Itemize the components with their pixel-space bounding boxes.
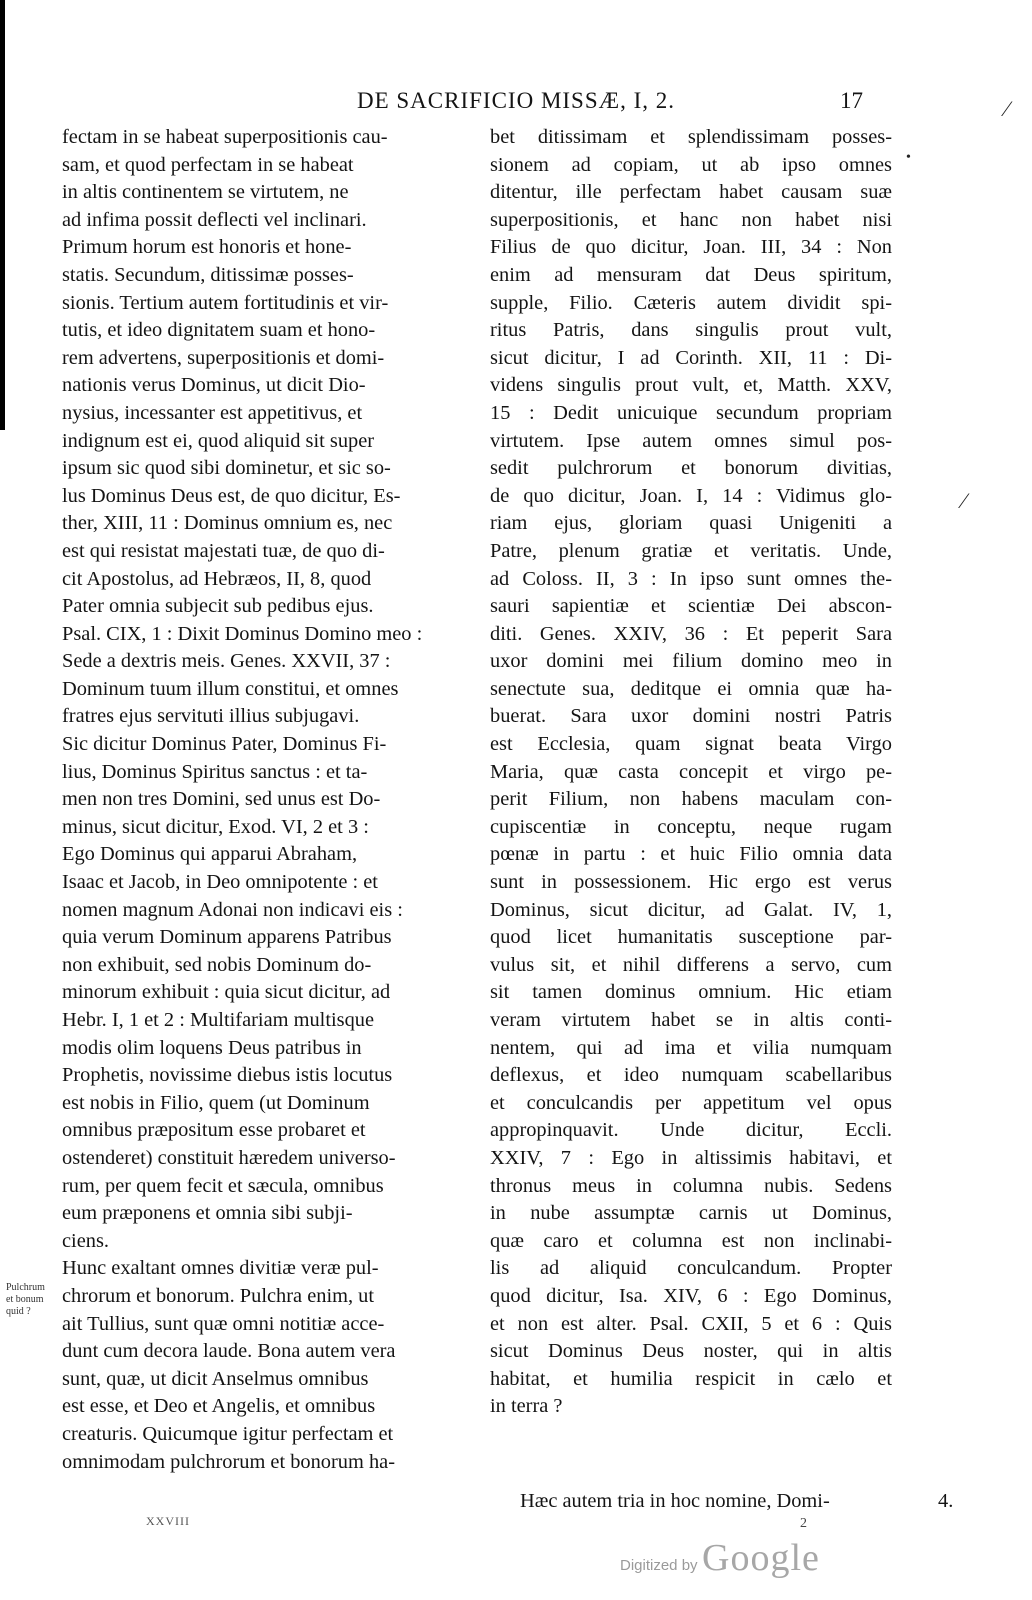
text-line: enim ad mensuram dat Deus spiritum, xyxy=(490,263,892,286)
text-line: indignum est ei, quod aliquid sit super xyxy=(62,429,375,452)
text-line: sunt in possessionem. Hic ergo est verus xyxy=(490,871,892,894)
text-line: cupiscentiæ in conceptu, neque rugam xyxy=(490,815,892,838)
text-line: non exhibuit, sed nobis Dominum do- xyxy=(62,953,372,976)
text-line: est qui resistat majestati tuæ, de quo di- xyxy=(62,539,385,562)
text-line: diti. Genes. XXIV, 36 : Et peperit Sara xyxy=(490,622,892,645)
text-line: ditentur, ille perfectam habet causam suæ xyxy=(490,181,892,204)
text-line: thronus meus in columna nubis. Sedens xyxy=(490,1174,892,1197)
text-line: Pater omnia subjecit sub pedibus ejus. xyxy=(62,595,374,618)
text-line: Dominum tuum illum constitui, et omnes xyxy=(62,677,399,700)
text-line: senectute sua, deditque ei omnia quæ ha- xyxy=(490,677,892,700)
text-line: quod licet humanitatis susceptione par- xyxy=(490,926,892,949)
text-line: in altis continentem se virtutem, ne xyxy=(62,181,349,204)
text-line: et non est alter. Psal. CXII, 5 et 6 : Quis xyxy=(490,1312,892,1335)
printer-signature: XXVIII xyxy=(146,1514,190,1528)
footer-number: 2 xyxy=(800,1516,807,1531)
text-line: Filius de quo dicitur, Joan. III, 34 : Non xyxy=(490,236,892,259)
text-line: ciens. xyxy=(62,1229,109,1252)
text-line: quod dicitur, Isa. XIV, 6 : Ego Dominus, xyxy=(490,1284,892,1307)
text-line: omnibus præpositum esse probaret et xyxy=(62,1119,366,1142)
left-column xyxy=(62,124,462,1476)
text-line: Dominus, sicut dicitur, ad Galat. IV, 1, xyxy=(490,898,892,921)
text-line: appropinquavit. Unde dicitur, Eccli. xyxy=(490,1119,892,1142)
text-line: sit tamen dominus omnium. Hic etiam xyxy=(490,981,892,1004)
text-line: sicut Dominus Deus noster, qui in altis xyxy=(490,1340,892,1363)
text-line: in terra ? xyxy=(490,1395,563,1418)
page-edge-shadow xyxy=(0,0,5,430)
text-line: sicut dicitur, I ad Corinth. XII, 11 : Di- xyxy=(490,346,892,369)
paragraph-4-number: 4. xyxy=(938,1490,954,1512)
text-line: eum præponens et omnia sibi subji- xyxy=(62,1202,353,1225)
text-line: ad infima possit deflecti vel inclinari. xyxy=(62,208,367,231)
text-line: chrorum et bonorum. Pulchra enim, ut xyxy=(62,1284,375,1307)
text-line: Patre, plenum gratiæ et veritatis. Unde, xyxy=(490,539,892,562)
paragraph-4-opening: Hæc autem tria in hoc nomine, Domi- xyxy=(520,1490,830,1512)
text-line: est nobis in Filio, quem (ut Dominum xyxy=(62,1091,370,1114)
text-line: sunt, quæ, ut dicit Anselmus omnibus xyxy=(62,1367,369,1390)
text-line: bet ditissimam et splendissimam posses- xyxy=(490,126,892,148)
text-line: lis ad aliquid conculcandum. Propter xyxy=(490,1257,892,1280)
page-number: 17 xyxy=(840,88,863,113)
right-column xyxy=(490,124,892,1421)
text-line: Hebr. I, 1 et 2 : Multifariam multisque xyxy=(62,1009,375,1031)
text-line: de quo dicitur, Joan. I, 14 : Vidimus glo- xyxy=(490,484,892,507)
text-line: sionis. Tertium autem fortitudinis et vir- xyxy=(62,291,389,314)
text-line: in nube assumptæ carnis ut Dominus, xyxy=(490,1202,892,1225)
text-line: virtutem. Ipse autem omnes simul pos- xyxy=(490,429,892,452)
text-line: quia verum Dominum apparens Patribus xyxy=(62,926,392,949)
marginal-note-line: quid ? xyxy=(6,1306,31,1317)
text-line: Maria, quæ casta concepit et virgo pe- xyxy=(490,760,892,783)
text-line: XXIV, 7 : Ego in altissimis habitavi, et xyxy=(490,1146,892,1169)
text-line: sionem ad copiam, ut ab ipso omnes xyxy=(490,153,892,176)
text-line: videns singulis prout vult, et, Matth. XXV, xyxy=(490,374,892,397)
text-line: ther, XIII, 11 : Dominus omnium es, nec xyxy=(62,512,393,535)
text-line: tutis, et ideo dignitatem suam et hono- xyxy=(62,319,376,342)
text-line: ad Coloss. II, 3 : In ipso sunt omnes the- xyxy=(490,567,892,590)
google-logo: Google xyxy=(702,1537,820,1579)
text-line: creaturis. Quicumque igitur perfectam et xyxy=(62,1422,394,1445)
margin-dot-icon: • xyxy=(906,150,911,165)
text-line: cit Apostolus, ad Hebræos, II, 8, quod xyxy=(62,567,372,590)
text-line: ait Tullius, sunt quæ omni notitiæ acce- xyxy=(62,1312,385,1335)
text-line: dunt cum decora laude. Bona autem vera xyxy=(62,1340,396,1363)
text-line: superpositionis, et hanc non habet nisi xyxy=(490,208,892,231)
text-line: et conculcandis per appetitum vel opus xyxy=(490,1091,892,1114)
marginal-note-line: et bonum xyxy=(6,1294,44,1305)
text-line: fectam in se habeat superpositionis cau- xyxy=(62,126,388,148)
text-line: est esse, et Deo et Angelis, et omnibus xyxy=(62,1395,376,1418)
text-line: buerat. Sara uxor domini nostri Patris xyxy=(490,705,892,728)
margin-mark-icon: ⁄ xyxy=(1005,96,1009,121)
text-line: sam, et quod perfectam in se habeat xyxy=(62,153,354,176)
text-line: lus Dominus Deus est, de quo dicitur, Es- xyxy=(62,484,401,507)
text-line: Prophetis, novissime diebus istis locutus xyxy=(62,1064,393,1087)
text-line: Hunc exaltant omnes divitiæ veræ pul- xyxy=(62,1257,379,1280)
text-line: perit Filium, non habens maculam con- xyxy=(490,788,892,811)
text-line: est Ecclesia, quam signat beata Virgo xyxy=(490,733,892,756)
text-line: fratres ejus servituti illius subjugavi. xyxy=(62,705,360,728)
text-line: deflexus, et ideo numquam scabellaribus xyxy=(490,1064,892,1087)
text-line: nomen magnum Adonai non indicavi eis : xyxy=(62,898,403,921)
marginal-note-line: Pulchrum xyxy=(6,1282,45,1293)
text-line: minus, sicut dicitur, Exod. VI, 2 et 3 : xyxy=(62,815,369,838)
page-header xyxy=(0,88,1032,120)
text-line: minorum exhibuit : quia sicut dicitur, ad xyxy=(62,981,391,1004)
text-line: nysius, incessanter est appetitivus, et xyxy=(62,401,363,424)
text-line: ipsum sic quod sibi dominetur, et sic so- xyxy=(62,457,391,480)
text-line: nentem, qui ad ima et vilia numquam xyxy=(490,1036,892,1059)
running-head: DE SACRIFICIO MISSÆ, I, 2. xyxy=(356,88,675,113)
text-line: nationis verus Dominus, ut dicit Dio- xyxy=(62,374,366,397)
marginal-note xyxy=(6,1282,66,1318)
text-line: habitat, et humilia respicit in cælo et xyxy=(490,1367,892,1390)
text-line: quæ caro et columna est non inclinabi- xyxy=(490,1229,892,1252)
text-line: uxor domini mei filium domino meo in xyxy=(490,650,892,673)
digitized-watermark xyxy=(620,1536,820,1580)
text-line: 15 : Dedit unicuique secundum propriam xyxy=(490,401,892,424)
text-line: Ego Dominus qui apparui Abraham, xyxy=(62,843,358,866)
text-line: supple, Filio. Cæteris autem dividit spi- xyxy=(490,291,892,314)
text-line: sedit pulchrorum et bonorum divitias, xyxy=(490,457,892,480)
margin-stroke-icon: ⁄ xyxy=(962,488,966,513)
text-line: Primum horum est honoris et hone- xyxy=(62,236,352,259)
text-line: omnimodam pulchrorum et bonorum ha- xyxy=(62,1450,395,1473)
text-line: Isaac et Jacob, in Deo omnipotente : et xyxy=(62,871,378,894)
text-line: rem advertens, superpositionis et domi- xyxy=(62,346,385,369)
text-line: men non tres Domini, sed unus est Do- xyxy=(62,788,381,811)
text-line: lius, Dominus Spiritus sanctus : et ta- xyxy=(62,760,368,783)
text-line: Psal. CIX, 1 : Dixit Dominus Domino meo : xyxy=(62,622,423,645)
text-line: veram virtutem habet se in altis conti- xyxy=(490,1009,892,1031)
text-line: sauri sapientiæ et scientiæ Dei abscon- xyxy=(490,595,892,618)
text-line: modis olim loquens Deus patribus in xyxy=(62,1036,362,1059)
text-line: Sede a dextris meis. Genes. XXVII, 37 : xyxy=(62,650,391,673)
text-line: ostenderet) constituit hæredem universo- xyxy=(62,1146,396,1169)
text-line: rum, per quem fecit et sæcula, omnibus xyxy=(62,1174,384,1197)
watermark-prefix: Digitized by xyxy=(620,1557,698,1574)
text-line: vulus sit, et nihil differens a servo, cum xyxy=(490,953,892,976)
text-line: ritus Patris, dans singulis prout vult, xyxy=(490,319,892,342)
text-line: pœnæ in partu : et huic Filio omnia data xyxy=(490,843,892,866)
text-line: Sic dicitur Dominus Pater, Dominus Fi- xyxy=(62,733,387,756)
text-line: statis. Secundum, ditissimæ posses- xyxy=(62,263,354,286)
text-line: riam ejus, gloriam quasi Unigeniti a xyxy=(490,512,892,535)
